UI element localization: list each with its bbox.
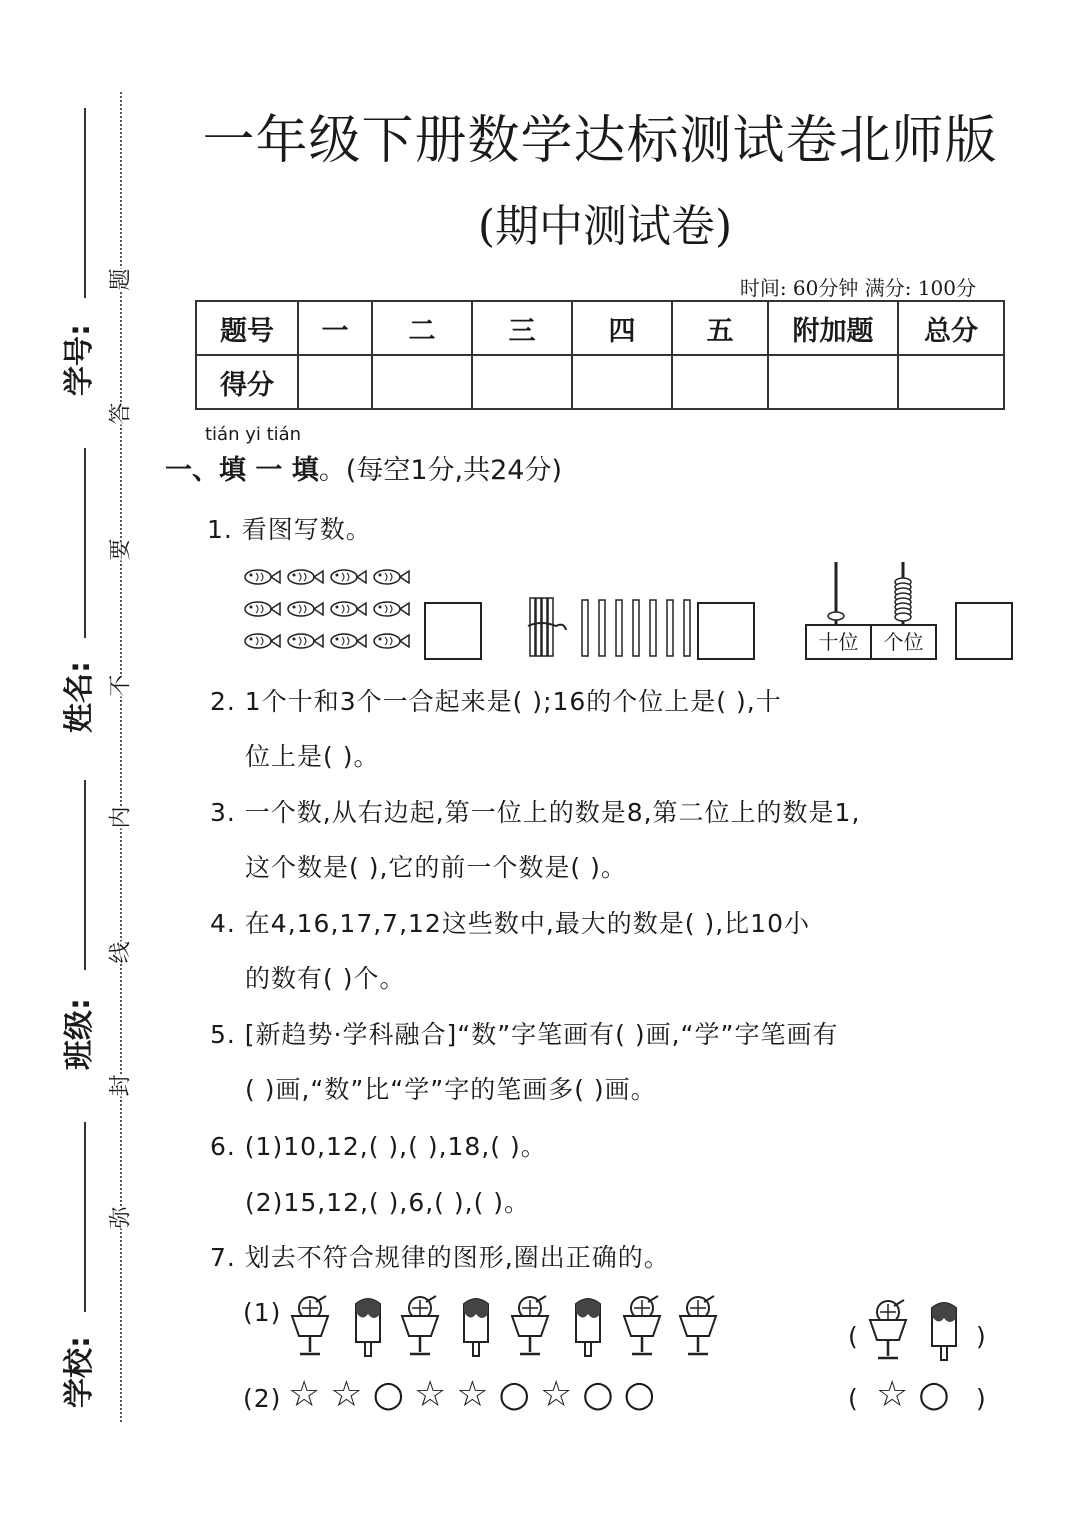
cup-icon[interactable] (292, 1296, 328, 1354)
seal-char: 弥 (102, 1206, 137, 1228)
fish-icon (245, 634, 280, 648)
cup-icon[interactable] (402, 1296, 438, 1354)
score-table-score-row (196, 355, 1004, 409)
question-2-line-1: 2. 1个十和3个一合起来是( );16的个位上是( ),十 (210, 687, 782, 716)
fish-icon (288, 602, 323, 616)
answer-options-1 (864, 1294, 974, 1364)
score-header-cell: 四 (572, 301, 672, 355)
question-1: 1. 看图写数。 (207, 515, 372, 544)
fish-icon (374, 634, 409, 648)
class-label: 班级: (62, 998, 97, 1070)
abacus-bead-stack-icon (895, 578, 911, 621)
seal-char: 题 (102, 268, 137, 290)
name-line (84, 448, 86, 638)
question-6-line-2: (2)15,12,( ),6,( ),( )。 (245, 1188, 531, 1217)
answer-options-2 (876, 1374, 960, 1415)
question-6-line-1: 6. (1)10,12,( ),( ),18,( )。 (210, 1132, 547, 1161)
fish-group-illustration (240, 562, 420, 662)
cup-icon[interactable] (512, 1296, 548, 1354)
question-3-line-2: 这个数是( ),它的前一个数是( )。 (245, 853, 627, 882)
cup-icon[interactable] (680, 1296, 716, 1354)
section-1-title: 一、填 一 填 (165, 455, 319, 486)
fish-icon (245, 570, 280, 584)
score-row-label: 得分 (196, 355, 298, 409)
score-table (195, 300, 1005, 410)
section-1-points: 。(每空1分,共24分) (318, 455, 562, 486)
paren-left: ( (848, 1322, 859, 1351)
question-5-line-1: 5. [新趋势·学科融合]“数”字笔画有( )画,“学”字笔画有 (210, 1020, 839, 1049)
score-table-header-row (196, 301, 1004, 355)
student-id-line (84, 108, 86, 298)
paren-left: ( (848, 1384, 859, 1413)
fish-icon (245, 602, 280, 616)
score-header-cell: 一 (298, 301, 372, 355)
fish-icon (288, 570, 323, 584)
popsicle-icon[interactable] (932, 1303, 956, 1360)
seal-char: 线 (102, 941, 137, 963)
stick-icon (667, 600, 673, 656)
score-cell[interactable] (472, 355, 572, 409)
star-icon[interactable]: ☆ (330, 1374, 373, 1415)
class-line (84, 780, 86, 970)
question-3-line-1: 3. 一个数,从右边起,第一位上的数是8,第二位上的数是1, (210, 798, 861, 827)
question-2-line-2: 位上是( )。 (245, 742, 380, 771)
circle-icon[interactable]: ○ (372, 1374, 414, 1415)
score-cell[interactable] (372, 355, 472, 409)
score-header-cell: 总分 (898, 301, 1004, 355)
stick-icon (684, 600, 690, 656)
score-header-cell: 附加题 (768, 301, 898, 355)
exam-meta: 时间: 60分钟 满分: 100分 (739, 276, 976, 300)
star-icon[interactable]: ☆ (413, 1374, 457, 1415)
stick-icon (650, 600, 656, 656)
stick-icon (633, 600, 639, 656)
score-header-cell: 二 (372, 301, 472, 355)
fish-icon (374, 570, 409, 584)
popsicle-icon[interactable] (464, 1299, 488, 1356)
seal-char: 不 (102, 674, 137, 696)
score-cell[interactable] (898, 355, 1004, 409)
page-subtitle: (期中测试卷) (477, 201, 733, 252)
seal-char: 答 (102, 402, 137, 424)
score-cell[interactable] (298, 355, 372, 409)
stick-icon (616, 600, 622, 656)
sticks-illustration (526, 596, 692, 660)
score-cell[interactable] (768, 355, 898, 409)
circle-icon[interactable]: ○ (623, 1374, 666, 1415)
stick-icon (582, 600, 588, 656)
popsicle-icon[interactable] (356, 1299, 380, 1356)
score-header-cell: 题号 (196, 301, 298, 355)
fish-icon (288, 634, 323, 648)
name-label: 姓名: (62, 661, 97, 733)
circle-icon[interactable]: ○ (582, 1374, 624, 1415)
score-header-cell: 五 (672, 301, 768, 355)
fish-icon (331, 570, 366, 584)
fish-icon (331, 602, 366, 616)
abacus-illustration (800, 558, 940, 630)
page-title: 一年级下册数学达标测试卷北师版 (202, 111, 998, 171)
star-icon[interactable]: ☆ (288, 1374, 331, 1415)
stick-bundle-icon (528, 598, 566, 656)
section-1-pinyin: tián yi tián (205, 424, 302, 445)
star-icon[interactable]: ☆ (876, 1374, 919, 1415)
answer-box-fish[interactable] (424, 602, 482, 660)
seal-char: 封 (102, 1074, 137, 1096)
answer-box-sticks[interactable] (697, 602, 755, 660)
fish-icon (374, 602, 409, 616)
question-4-line-1: 4. 在4,16,17,7,12这些数中,最大的数是( ),比10小 (210, 909, 810, 938)
seal-char: 要 (102, 538, 137, 560)
abacus-tens-label: 十位 (807, 626, 872, 658)
cup-icon[interactable] (870, 1300, 906, 1358)
star-icon[interactable]: ☆ (539, 1374, 583, 1415)
school-line (84, 1122, 86, 1312)
cup-popsicle-sequence (286, 1290, 726, 1360)
score-cell[interactable] (672, 355, 768, 409)
question-7: 7. 划去不符合规律的图形,圈出正确的。 (210, 1243, 670, 1272)
question-7-part-1-label: (1) (243, 1298, 282, 1327)
question-5-line-2: ( )画,“数”比“学”字的笔画多( )画。 (245, 1075, 657, 1104)
section-1-heading (165, 424, 562, 487)
cup-icon[interactable] (624, 1296, 660, 1354)
abacus-ones-label: 个位 (883, 630, 924, 654)
star-circle-sequence (288, 1374, 665, 1415)
popsicle-icon[interactable] (576, 1299, 600, 1356)
paren-right: ) (976, 1322, 987, 1351)
question-7-part-2-label: (2) (243, 1384, 282, 1413)
paren-right: ) (976, 1384, 987, 1413)
star-icon[interactable]: ☆ (456, 1374, 499, 1415)
answer-box-abacus[interactable] (955, 602, 1013, 660)
stick-icon (599, 600, 605, 656)
fish-icon (331, 634, 366, 648)
school-label: 学校: (62, 1336, 97, 1408)
score-header-cell: 三 (472, 301, 572, 355)
score-cell[interactable] (572, 355, 672, 409)
circle-icon[interactable]: ○ (498, 1374, 540, 1415)
circle-icon[interactable]: ○ (918, 1374, 960, 1415)
student-id-label: 学号: (62, 324, 97, 396)
seal-char: 内 (102, 806, 137, 828)
question-4-line-2: 的数有( )个。 (245, 964, 406, 993)
abacus-base (805, 624, 937, 660)
abacus-bead-icon (828, 612, 844, 620)
